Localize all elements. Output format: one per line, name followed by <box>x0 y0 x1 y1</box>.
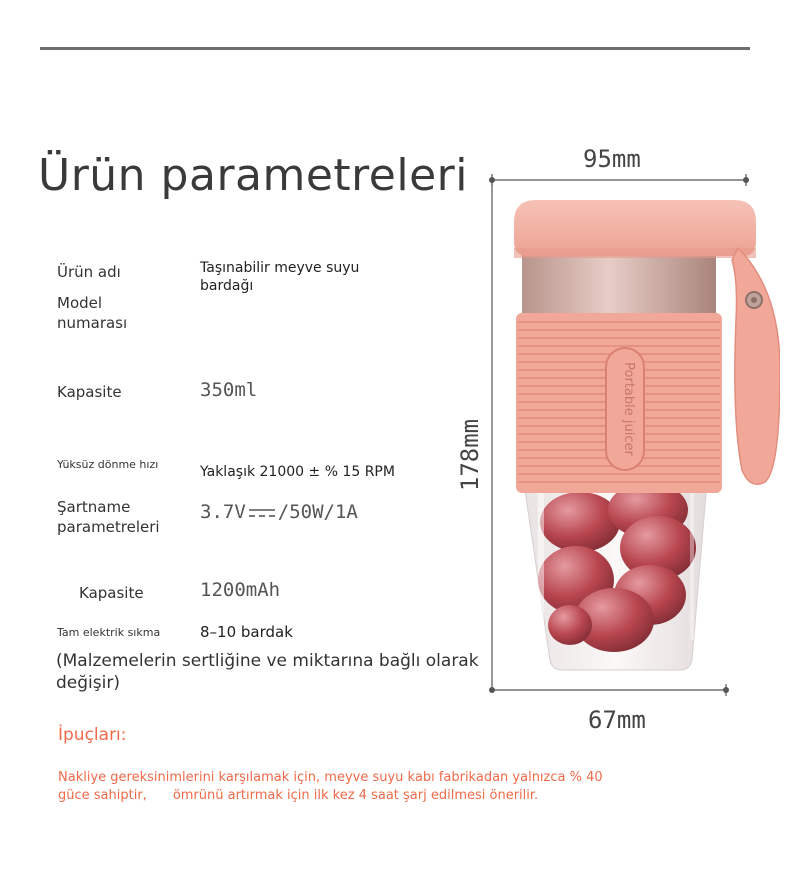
tips-text <box>58 769 698 805</box>
tips-line-2a: güce sahiptir, <box>58 788 147 803</box>
spec-label-speed: Yüksüz dönme hızı <box>57 458 159 471</box>
power-text: /50W/1A <box>277 501 358 523</box>
tips-line-2 <box>58 787 698 805</box>
spec-label-capacity: Kapasite <box>57 383 122 401</box>
top-divider <box>40 47 750 50</box>
dimension-width-label: 95mm <box>583 145 641 173</box>
spec-label-full-charge: Tam elektrik sıkma <box>57 626 161 639</box>
dimension-base-label: 67mm <box>588 706 646 734</box>
spec-value-specification <box>200 503 358 521</box>
carry-strap <box>732 248 780 484</box>
spec-value-capacity: 350ml <box>200 379 258 401</box>
dc-symbol-icon <box>248 506 276 520</box>
tips-line-1: Nakliye gereksinimlerini karşılamak için, meyve suyu kabı fabrikadan yalnızca % 40 <box>58 770 603 785</box>
voltage-text: 3.7V <box>200 501 246 523</box>
spec-value-full-charge: 8–10 bardak <box>200 623 293 641</box>
spec-label-battery: Kapasite <box>79 584 144 602</box>
juicer-illustration <box>480 170 780 700</box>
spec-value-battery: 1200mAh <box>200 579 281 601</box>
dimension-height-label: 178mm <box>456 418 484 492</box>
spec-label-model: Model numarası <box>57 294 128 332</box>
product-label-text: Portable juicer <box>621 362 636 456</box>
tips-line-2b: ömrünü artırmak için ilk kez 4 saat şarj edilmesi önerilir. <box>172 788 539 803</box>
tips-title: İpuçları: <box>58 725 127 745</box>
spec-value-speed: Yaklaşık 21000 ± % 15 RPM <box>200 464 395 480</box>
spec-label-product-name: Ürün adı <box>57 263 121 281</box>
spec-value-product-name: Taşınabilir meyve suyu bardağı <box>200 260 360 294</box>
note-text: (Malzemelerin sertliğine ve miktarına bağlı olarak değişir) <box>56 651 479 693</box>
base-dimension-line <box>492 684 726 696</box>
page-title: Ürün parametreleri <box>38 150 468 201</box>
spec-label-specification: Şartname parametreleri <box>57 498 160 536</box>
width-dimension-line <box>492 174 746 186</box>
